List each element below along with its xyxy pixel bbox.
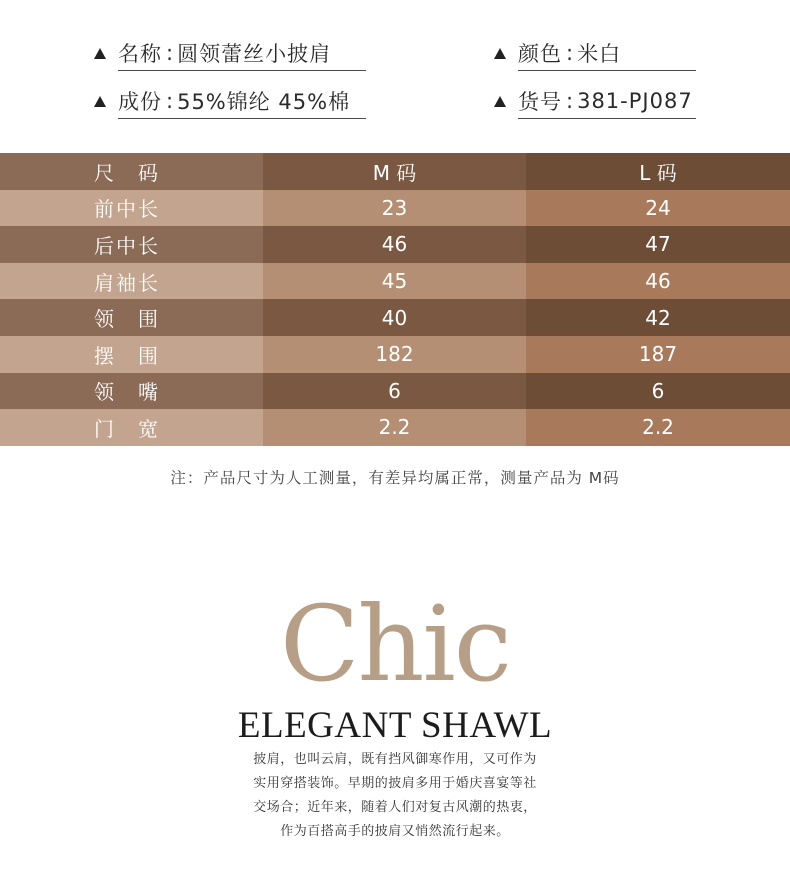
table-row bbox=[0, 190, 790, 227]
spec-color-label: 颜色 bbox=[518, 42, 562, 66]
spec-composition-label: 成份 bbox=[118, 90, 162, 114]
table-row bbox=[0, 263, 790, 300]
spec-separator: : bbox=[566, 41, 574, 65]
cell-m: 45 bbox=[263, 263, 526, 300]
table-row bbox=[0, 409, 790, 446]
header-size: 尺 码 bbox=[0, 153, 263, 190]
brand-description bbox=[0, 748, 790, 844]
spec-separator: : bbox=[566, 89, 574, 113]
description-line: 实用穿搭装饰。早期的披肩多用于婚庆喜宴等社 bbox=[253, 776, 537, 791]
brand-subtitle: ELEGANT SHAWL bbox=[237, 705, 553, 746]
row-label: 领 围 bbox=[0, 299, 263, 336]
cell-m: 2.2 bbox=[263, 409, 526, 446]
cell-m: 40 bbox=[263, 299, 526, 336]
brand-title: Chic bbox=[279, 583, 511, 705]
table-row bbox=[0, 373, 790, 410]
cell-l: 187 bbox=[526, 336, 790, 373]
spec-separator: : bbox=[166, 41, 174, 65]
row-label: 肩袖长 bbox=[0, 263, 263, 300]
spec-name-value: 圆领蕾丝小披肩 bbox=[177, 42, 332, 66]
table-row bbox=[0, 226, 790, 263]
size-table-header bbox=[0, 153, 790, 190]
row-label: 门 宽 bbox=[0, 409, 263, 446]
table-row bbox=[0, 299, 790, 336]
cell-m: 46 bbox=[263, 226, 526, 263]
spec-color bbox=[518, 36, 696, 71]
spec-name-label: 名称 bbox=[118, 42, 162, 66]
triangle-icon bbox=[494, 48, 506, 59]
cell-l: 47 bbox=[526, 226, 790, 263]
cell-m: 182 bbox=[263, 336, 526, 373]
description-line: 披肩，也叫云肩，既有挡风御寒作用，又可作为 bbox=[253, 752, 537, 767]
header-m: M 码 bbox=[263, 153, 526, 190]
description-line: 交场合；近年来，随着人们对复古风潮的热衷， bbox=[253, 800, 537, 815]
spec-item-number-label: 货号 bbox=[518, 90, 562, 114]
spec-color-value: 米白 bbox=[577, 42, 622, 66]
cell-l: 2.2 bbox=[526, 409, 790, 446]
triangle-icon bbox=[94, 96, 106, 107]
cell-l: 42 bbox=[526, 299, 790, 336]
spec-name bbox=[118, 36, 366, 71]
triangle-icon bbox=[94, 48, 106, 59]
cell-l: 6 bbox=[526, 373, 790, 410]
measurement-note: 注：产品尺寸为人工测量，有差异均属正常，测量产品为 M码 bbox=[170, 469, 620, 487]
cell-m: 6 bbox=[263, 373, 526, 410]
row-label: 摆 围 bbox=[0, 336, 263, 373]
description-line: 作为百搭高手的披肩又悄然流行起来。 bbox=[280, 824, 510, 839]
cell-m: 23 bbox=[263, 190, 526, 227]
spec-separator: : bbox=[166, 89, 174, 113]
spec-composition-value: 55%锦纶 45%棉 bbox=[177, 90, 351, 114]
size-table bbox=[0, 153, 790, 446]
triangle-icon bbox=[494, 96, 506, 107]
spec-item-number bbox=[518, 84, 696, 119]
spec-composition bbox=[118, 84, 366, 119]
row-label: 前中长 bbox=[0, 190, 263, 227]
row-label: 领 嘴 bbox=[0, 373, 263, 410]
row-label: 后中长 bbox=[0, 226, 263, 263]
spec-item-number-value: 381-PJ087 bbox=[577, 89, 693, 113]
header-l: L 码 bbox=[526, 153, 790, 190]
table-row bbox=[0, 336, 790, 373]
cell-l: 24 bbox=[526, 190, 790, 227]
cell-l: 46 bbox=[526, 263, 790, 300]
